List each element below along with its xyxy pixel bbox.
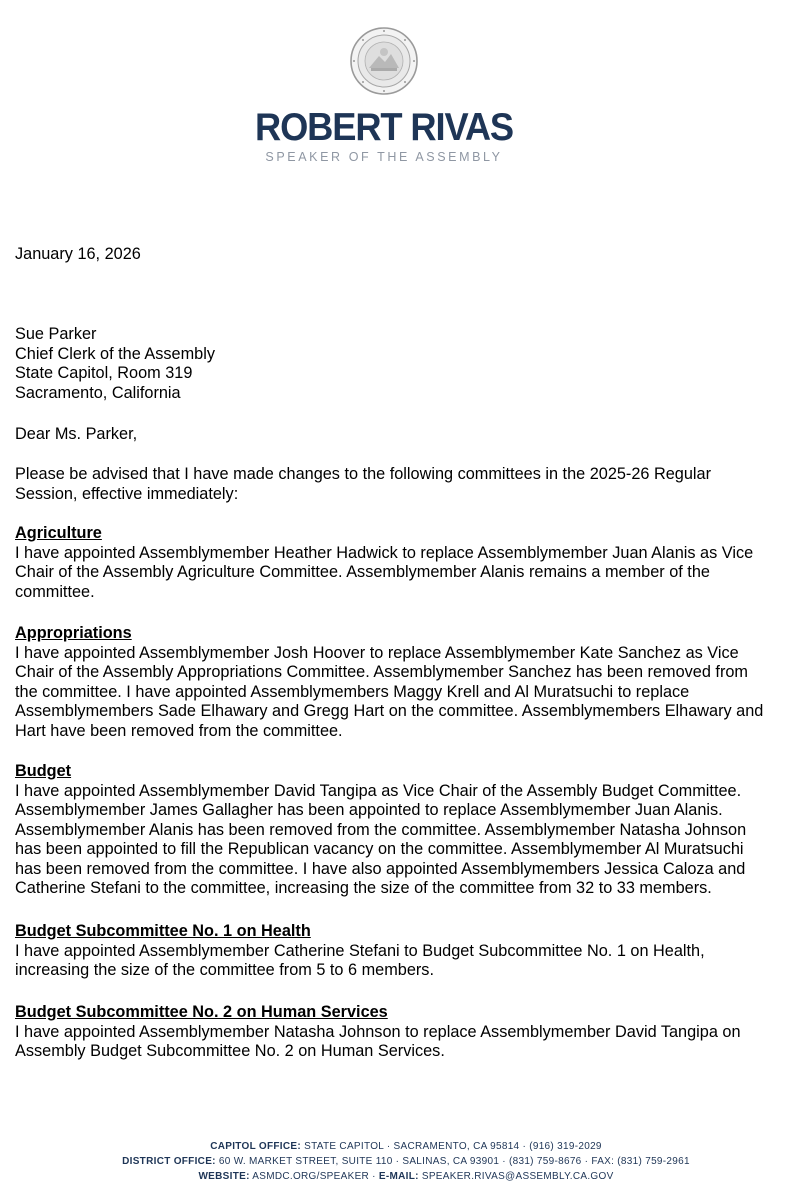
section-appropriations: [15, 624, 812, 741]
footer-email-label: E-MAIL:: [378, 1171, 419, 1182]
footer-separator: ·: [372, 1171, 376, 1182]
section-line: I have appointed Assemblymember Catherine Stefani to Budget Subcommittee No. 1 on Health,: [15, 941, 705, 960]
section-heading: Appropriations: [15, 624, 132, 642]
footer-contact: [0, 1169, 812, 1184]
section-line: Assemblymember James Gallagher has been appointed to replace Assemblymember Juan Alanis.: [15, 801, 723, 819]
section-line: Chair of the Assembly Agriculture Committee. Assemblymember Alanis remains a member of the: [15, 563, 710, 581]
section-line: has been appointed to fill the Republican vacancy on the committee. Assemblymember Al Muratsuchi: [15, 840, 744, 858]
section-line: has been removed from the committee. I have also appointed Assemblymembers Jessica Caloza and: [15, 859, 746, 878]
footer-district-office: [0, 1154, 812, 1169]
letterhead-footer: [0, 1139, 812, 1184]
intro-line: Please be advised that I have made changes to the following committees in the 2025-26 Regular: [15, 465, 711, 483]
section-line: I have appointed Assemblymember Natasha Johnson to replace Assemblymember David Tangipa on: [15, 1022, 741, 1041]
letter-date: January 16, 2026: [15, 245, 141, 263]
footer-capitol-value: STATE CAPITOL · SACRAMENTO, CA 95814 · (916) 319-2029: [304, 1141, 602, 1152]
recipient-address-line-2: Sacramento, California: [15, 383, 181, 402]
recipient-address: [15, 325, 812, 403]
section-agriculture: [15, 524, 812, 602]
section-line: Assembly Budget Subcommittee No. 2 on Human Services.: [15, 1042, 445, 1060]
intro-paragraph: [15, 465, 812, 504]
section-heading: Budget Subcommittee No. 2 on Human Services: [15, 1003, 388, 1021]
footer-district-label: DISTRICT OFFICE:: [122, 1156, 216, 1167]
section-line: Chair of the Assembly Appropriations Committee. Assemblymember Sanchez has been removed from: [15, 663, 748, 681]
section-line: I have appointed Assemblymember Josh Hoover to replace Assemblymember Kate Sanchez as Vice: [15, 643, 739, 662]
section-line: Assemblymembers Sade Elhawary and Gregg Hart on the committee. Assemblymembers Elhawary and: [15, 702, 764, 720]
section-budget-subcommittee-1: [15, 922, 812, 981]
section-line: Assemblymember Alanis has been removed from the committee. Assemblymember Natasha Johnson: [15, 820, 747, 839]
section-heading: Agriculture: [15, 524, 102, 542]
letterhead-title: SPEAKER OF THE ASSEMBLY: [265, 150, 503, 164]
section-line: increasing the size of the committee from 5 to 6 members.: [15, 961, 434, 979]
section-line: the committee. I have appointed Assemblymembers Maggy Krell and Al Muratsuchi to replace: [15, 682, 690, 701]
salutation: Dear Ms. Parker,: [15, 425, 138, 443]
section-line: Hart have been removed from the committee.: [15, 721, 343, 740]
section-line: I have appointed Assemblymember David Tangipa as Vice Chair of the Assembly Budget Committee.: [15, 781, 742, 800]
california-assembly-seal-icon: [349, 26, 419, 96]
section-heading: Budget Subcommittee No. 1 on Health: [15, 922, 311, 940]
intro-line: Session, effective immediately:: [15, 484, 239, 503]
recipient-title: Chief Clerk of the Assembly: [15, 344, 215, 363]
footer-email-value: SPEAKER.RIVAS@ASSEMBLY.CA.GOV: [421, 1171, 614, 1182]
footer-capitol-office: [0, 1139, 812, 1154]
footer-website-label: WEBSITE:: [198, 1171, 250, 1182]
section-budget: [15, 762, 812, 899]
letterhead-name: ROBERT RIVAS: [255, 106, 513, 149]
recipient-name: Sue Parker: [15, 325, 97, 343]
section-budget-subcommittee-2: [15, 1003, 812, 1062]
section-line: I have appointed Assemblymember Heather Hadwick to replace Assemblymember Juan Alanis as Vice: [15, 543, 754, 562]
section-line: committee.: [15, 582, 95, 601]
footer-district-value: 60 W. MARKET STREET, SUITE 110 · SALINAS, CA 93901 · (831) 759-8676 · FAX: (831) 759-2961: [218, 1156, 690, 1167]
footer-website-value: ASMDC.ORG/SPEAKER: [252, 1171, 370, 1182]
recipient-address-line-1: State Capitol, Room 319: [15, 364, 193, 382]
section-line: Catherine Stefani to the committee, increasing the size of the committee from 32 to 33 members.: [15, 879, 712, 897]
footer-capitol-label: CAPITOL OFFICE:: [210, 1141, 302, 1152]
section-heading: Budget: [15, 762, 72, 780]
